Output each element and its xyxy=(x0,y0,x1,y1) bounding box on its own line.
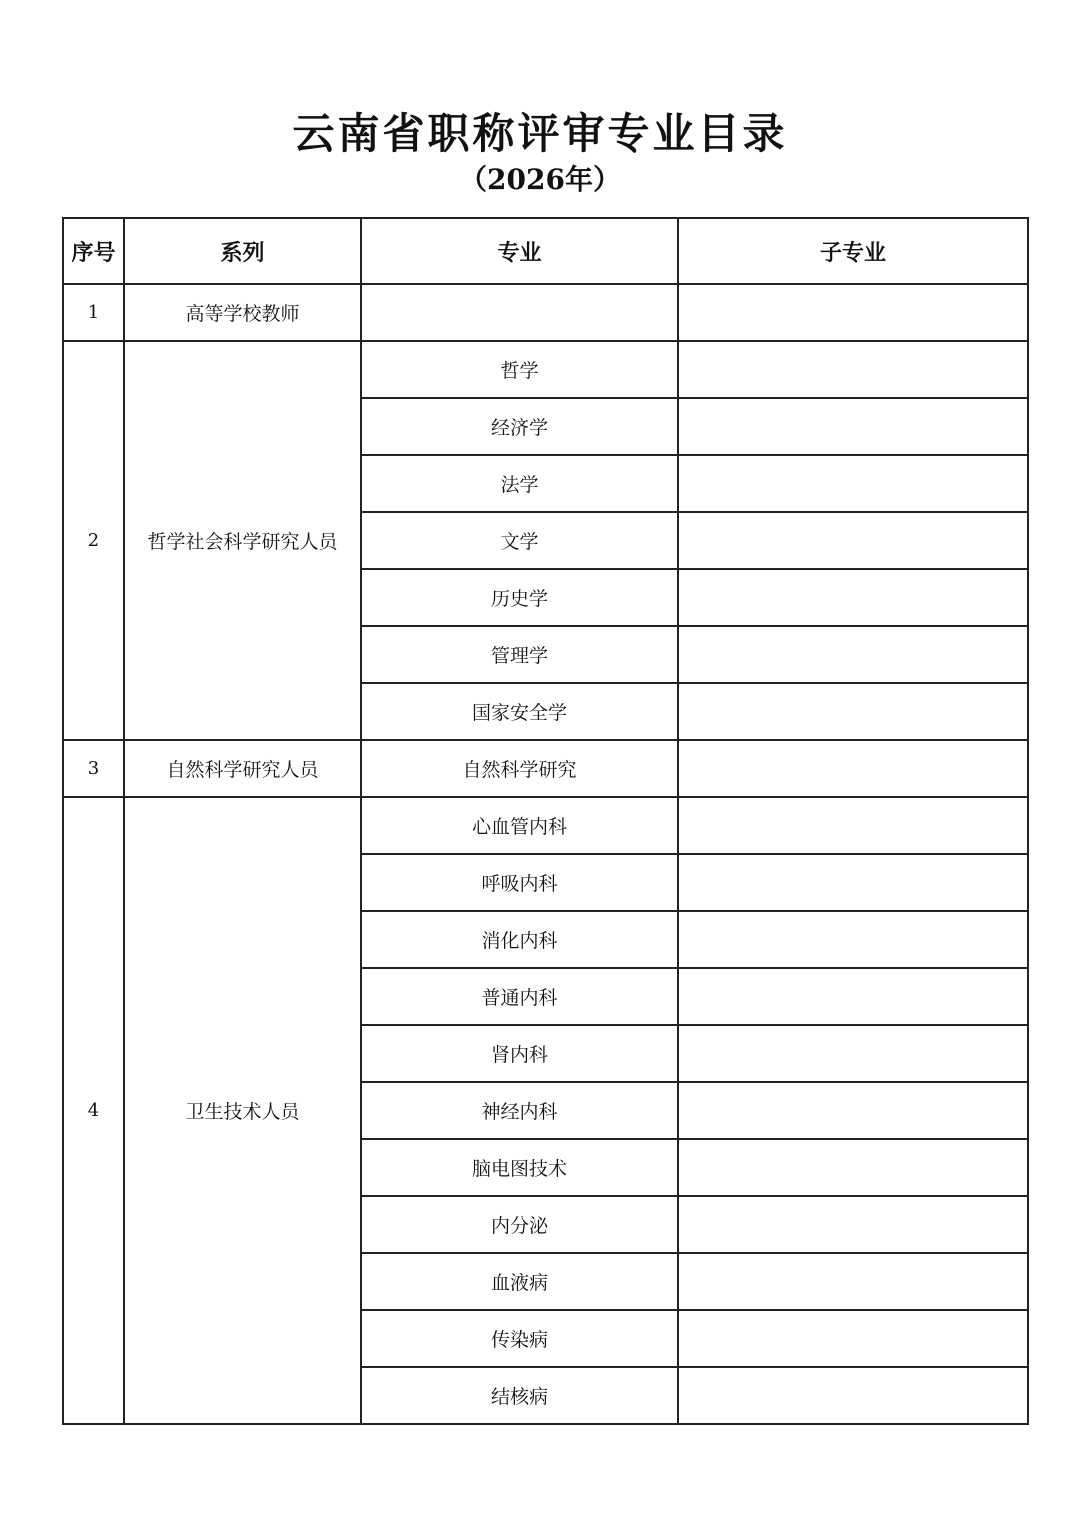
table-row xyxy=(63,740,1028,797)
cell-sub-specialty xyxy=(678,1025,1028,1082)
cell-sub-specialty xyxy=(678,455,1028,512)
header-series: 系列 xyxy=(124,218,361,284)
cell-specialty: 肾内科 xyxy=(361,1025,678,1082)
cell-sub-specialty xyxy=(678,968,1028,1025)
cell-specialty: 神经内科 xyxy=(361,1082,678,1139)
header-specialty: 专业 xyxy=(361,218,678,284)
cell-sub-specialty xyxy=(678,1139,1028,1196)
cell-sub-specialty xyxy=(678,626,1028,683)
specialty-catalog-table xyxy=(62,217,1029,1425)
cell-specialty: 法学 xyxy=(361,455,678,512)
cell-specialty: 呼吸内科 xyxy=(361,854,678,911)
cell-specialty: 文学 xyxy=(361,512,678,569)
cell-specialty xyxy=(361,284,678,341)
table-row xyxy=(63,797,1028,854)
cell-sub-specialty xyxy=(678,341,1028,398)
cell-sub-specialty xyxy=(678,911,1028,968)
cell-sub-specialty xyxy=(678,1367,1028,1424)
cell-sub-specialty xyxy=(678,854,1028,911)
cell-specialty: 心血管内科 xyxy=(361,797,678,854)
document-subtitle: （2026年） xyxy=(459,163,621,196)
cell-specialty: 内分泌 xyxy=(361,1196,678,1253)
table-row xyxy=(63,284,1028,341)
cell-specialty: 消化内科 xyxy=(361,911,678,968)
cell-sub-specialty xyxy=(678,683,1028,740)
cell-sub-specialty xyxy=(678,1253,1028,1310)
cell-sub-specialty xyxy=(678,1196,1028,1253)
cell-specialty: 管理学 xyxy=(361,626,678,683)
cell-index: 3 xyxy=(63,740,124,797)
cell-index: 4 xyxy=(63,797,124,1424)
header-sub-specialty: 子专业 xyxy=(678,218,1028,284)
cell-specialty: 血液病 xyxy=(361,1253,678,1310)
cell-index: 1 xyxy=(63,284,124,341)
cell-series: 自然科学研究人员 xyxy=(124,740,361,797)
cell-specialty: 自然科学研究 xyxy=(361,740,678,797)
cell-sub-specialty xyxy=(678,284,1028,341)
cell-specialty: 结核病 xyxy=(361,1367,678,1424)
cell-sub-specialty xyxy=(678,398,1028,455)
cell-series: 卫生技术人员 xyxy=(124,797,361,1424)
cell-sub-specialty xyxy=(678,569,1028,626)
cell-specialty: 脑电图技术 xyxy=(361,1139,678,1196)
header-index: 序号 xyxy=(63,218,124,284)
cell-specialty: 国家安全学 xyxy=(361,683,678,740)
cell-sub-specialty xyxy=(678,740,1028,797)
cell-sub-specialty xyxy=(678,512,1028,569)
cell-specialty: 普通内科 xyxy=(361,968,678,1025)
cell-sub-specialty xyxy=(678,797,1028,854)
table-row xyxy=(63,341,1028,398)
cell-series: 哲学社会科学研究人员 xyxy=(124,341,361,740)
document-title: 云南省职称评审专业目录 xyxy=(292,109,788,158)
cell-specialty: 历史学 xyxy=(361,569,678,626)
cell-sub-specialty xyxy=(678,1310,1028,1367)
cell-series: 高等学校教师 xyxy=(124,284,361,341)
cell-specialty: 经济学 xyxy=(361,398,678,455)
cell-specialty: 哲学 xyxy=(361,341,678,398)
table-header-row xyxy=(63,218,1028,284)
cell-sub-specialty xyxy=(678,1082,1028,1139)
cell-specialty: 传染病 xyxy=(361,1310,678,1367)
cell-index: 2 xyxy=(63,341,124,740)
table-body xyxy=(63,284,1028,1424)
